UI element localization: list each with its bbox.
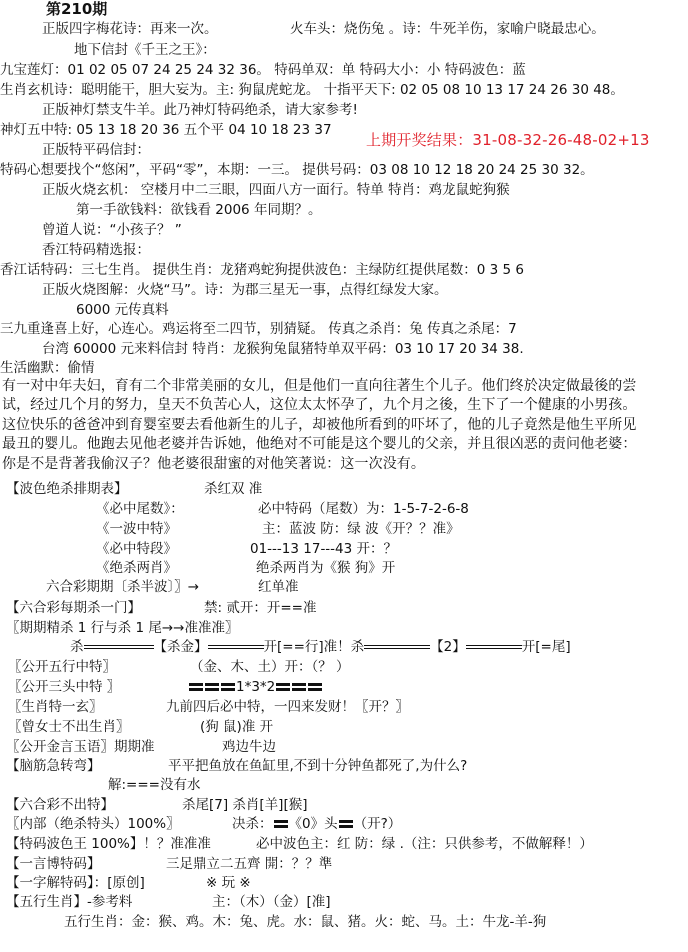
text-line: 三九重逢喜上好，心连心。鸡运将至二四节，别猜疑。 传真之杀肖：兔 传真之杀尾：7 <box>0 321 517 337</box>
table-label: 【波色绝杀排期表】 <box>6 481 128 497</box>
issue-title: 第210期 <box>46 0 108 18</box>
table-value: 必中特码（尾数）为：1-5-7-2-6-8 <box>258 501 469 517</box>
table-value: 主：蓝波 防：绿 波《开？？准》 <box>262 521 460 537</box>
text-line: 第一手欲钱料：欲钱看 2006 年同期？。 <box>76 202 322 218</box>
table-value: 九前四后必中特，一四来发财！〖开？〗 <box>166 699 409 715</box>
text-line: 曾道人说：“小孩子？ ” <box>42 222 182 238</box>
table-value: 三足鼎立二五齊 開：？？準 <box>166 856 333 872</box>
bar-icon <box>292 683 306 691</box>
table-value: 杀红双 准 <box>204 481 263 497</box>
table-value: (狗 鼠)准 开 <box>200 719 274 735</box>
table-value: 平平把鱼放在鱼缸里,不到十分钟鱼都死了,为什么? <box>168 758 468 774</box>
double-rule <box>208 645 264 649</box>
table-value: 鸡边牛边 <box>222 739 276 755</box>
text-line: 6000 元传真料 <box>76 302 169 318</box>
text-line: 正版特平码信封： <box>42 142 150 158</box>
table-label: 【特码波色王 100%】！？准准准 <box>6 836 211 852</box>
table-value: 绝杀两肖为《猴 狗》开 <box>256 560 396 576</box>
story-line: 有一对中年夫妇，育有二个非常美丽的女儿，但是他们一直向往著生个儿子。他们终於决定做最後的尝 <box>2 378 637 394</box>
kill-line: 杀 【杀金】 开[==行]准！杀 【2】 开[=尾] <box>70 639 571 655</box>
story-line: 你是不是背著我偷汉子？他老婆很甜蜜的对他笑著说：这一次没有。 <box>2 455 425 472</box>
table-label: 【脑筋急转弯】 <box>6 758 101 774</box>
table-label: 〖公开三头中特 〗 <box>8 679 121 695</box>
text-line: 生肖玄机诗：聪明能干，胆大妄为。主: 狗鼠虎蛇龙。 十指平天下: 02 05 08 10 13 17 24 26 30 48。 <box>0 82 624 98</box>
bar-icon <box>221 683 235 691</box>
table-label: 《必中特段》 <box>96 541 177 557</box>
text-line: 正版四字梅花诗：再来一次。 <box>42 21 218 37</box>
text-line: 火车头：烧伤兔 。诗：牛死羊伤，家喻户晓最忠心。 <box>290 21 605 37</box>
table-label: 【一字解特码】：[原创] <box>6 875 145 891</box>
story-line: 最丑的婴儿。他跑去见他老婆并告诉她，他绝对不可能是这个婴儿的父亲，并且很凶恶的责问他老婆： <box>2 436 637 453</box>
text-line: 正版火烧玄机： 空楼月中二三眼，四面八方一面行。特单 特肖：鸡龙鼠蛇狗猴 <box>42 182 510 198</box>
bar-icon <box>274 820 288 828</box>
text-line: 正版神灯禁支牛羊。此乃神灯特码绝杀，请大家参考! <box>42 102 358 118</box>
bar-icon <box>189 683 203 691</box>
story-line: 这位快乐的爸爸冲到育婴室要去看他新生的儿子，却被他所看到的吓坏了，他的儿子竟然是他生平所见 <box>2 416 637 433</box>
bar-icon <box>339 820 353 828</box>
double-rule <box>364 645 430 649</box>
text-line: 神灯五中特: 05 13 18 20 36 五个平 04 10 18 23 37 <box>0 122 332 138</box>
table-value: 禁: 贰开：开==准 <box>204 600 317 616</box>
table-label: 〖曾女士不出生肖〗 <box>8 719 130 735</box>
table-label: 《绝杀两肖》 <box>96 560 177 576</box>
table-value: 红单准 <box>258 579 299 595</box>
table-value: （金、木、土）开：（？ ） <box>190 659 350 675</box>
table-label: 【一言博特码】 <box>6 856 101 872</box>
table-label: 【六合彩不出特】 <box>6 797 114 813</box>
bar-icon <box>205 683 219 691</box>
story-line: 试，经过几个月的努力，皇天不负苦心人，这位太太怀孕了，九个月之後，生下了一个健康的小男孩。 <box>2 397 637 414</box>
table-label: 〖公开金言玉语〗期期准 <box>6 739 155 755</box>
table-label: 【五行生肖】-参考料 <box>6 894 133 910</box>
humor-title: 生活幽默：偷情 <box>0 360 95 376</box>
table-label: 《一波中特》 <box>96 521 177 537</box>
table-value: 01---13 17---43 开：？ <box>250 541 398 557</box>
text-line: 香江特码精选报： <box>42 242 150 258</box>
text-line: 正版火烧图解：火烧“马”。诗：为郡三星无一事，点得红绿发大家。 <box>42 282 448 298</box>
table-value: 决杀： 《0》头 （开?） <box>232 816 402 832</box>
table-value: 必中波色主：红 防：绿 .（注：只供参考，不做解释！） <box>256 836 593 852</box>
text-line: 特码心想要找个“悠闲”，平码“零”，本期：一三。 提供号码：03 08 10 12 18 20 24 25 30 32。 <box>0 162 594 178</box>
last-draw-result: 上期开奖结果：31-08-32-26-48-02+13 <box>366 131 650 149</box>
table-label: 六合彩期期〔杀半波〕〗→ <box>46 579 200 595</box>
table-label: 〖生肖特一玄〗 <box>8 699 103 715</box>
table-value: 主：（木）（金）[准] <box>212 894 331 910</box>
table-value: 五行生肖：金：猴、鸡。木：兔、虎。水：鼠、猪。火：蛇、马。土：牛龙-羊-狗 <box>64 914 547 930</box>
bar-icon <box>308 683 322 691</box>
table-value: ※ 玩 ※ <box>206 875 251 891</box>
table-value: 杀尾[7] 杀肖[羊][猴] <box>182 797 308 813</box>
text-line: 台湾 60000 元来料信封 特肖：龙猴狗兔鼠猪特单双平码：03 10 17 20 34 38. <box>42 341 524 357</box>
text-line: 香江话特码：三七生肖。 提供生肖：龙猪鸡蛇狗提供波色：主绿防红提供尾数：0 3 5 6 <box>0 262 525 278</box>
table-value: 1*3*2 <box>188 678 323 696</box>
double-rule <box>466 645 522 649</box>
table-label: 【六合彩每期杀一门】 <box>6 600 141 616</box>
table-label: 〖期期精杀 1 行与杀 1 尾→→准准准〗 <box>6 620 239 636</box>
double-rule <box>84 645 154 649</box>
humor-story <box>2 377 686 474</box>
text-line: 九宝莲灯：01 02 05 07 24 25 24 32 36。 特码单双：单 特码大小：小 特码波色：蓝 <box>0 62 526 78</box>
table-label: 〖公开五行中特〗 <box>8 659 116 675</box>
table-label: 〖内部（绝杀特头）100%〗 <box>6 816 180 832</box>
table-label: 《必中尾数》： <box>96 501 184 517</box>
bar-icon <box>276 683 290 691</box>
text-line: 地下信封《千王之王》： <box>74 42 216 58</box>
table-value: 解:===没有水 <box>108 777 201 793</box>
